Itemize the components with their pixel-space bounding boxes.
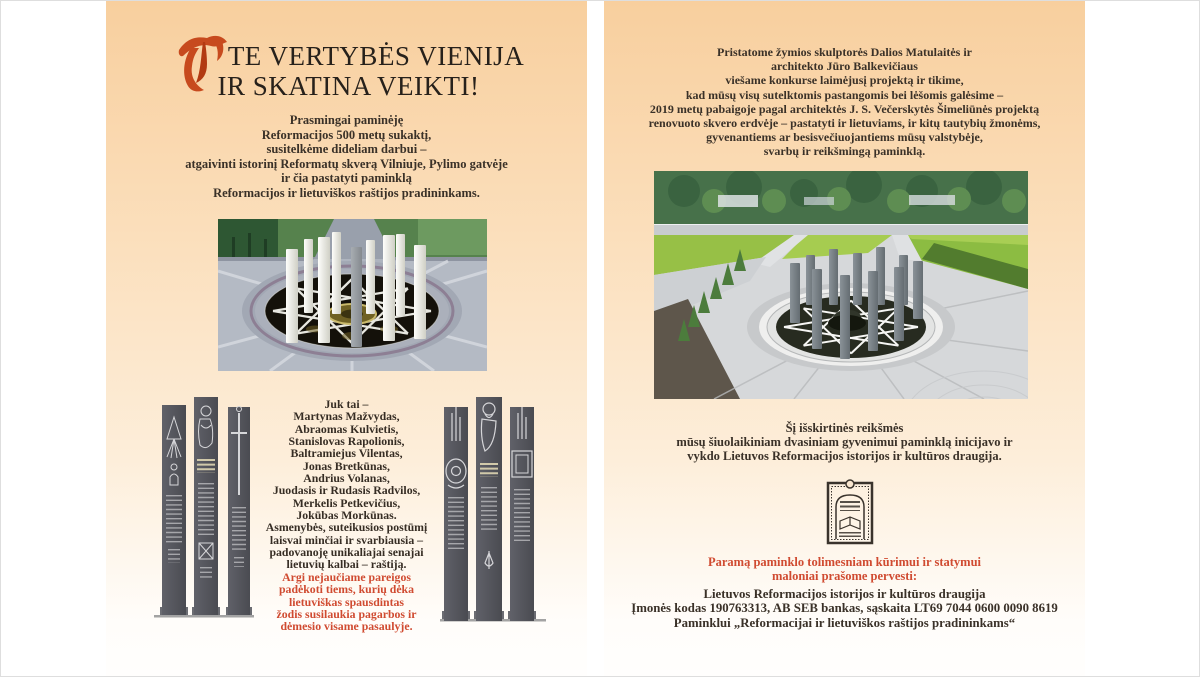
page-right <box>604 1 1085 676</box>
mission-paragraph <box>604 421 1085 464</box>
intro-line: atgaivinti istorinį Reformatų skverą Vilniuje, Pylimo gatvėje <box>185 156 508 171</box>
founder-line: Asmenybės, suteikusios postūmį <box>265 520 428 535</box>
mission-line: vykdo Lietuvos Reformacijos istorijos ir kultūros draugija. <box>687 449 1002 464</box>
mission-line: Šį išskirtinės reikšmės <box>785 421 904 435</box>
founder-line: Juodasis ir Rudasis Radvilos, <box>272 483 421 498</box>
founder-line: Juk tai – <box>324 397 369 411</box>
donation-line: maloniai prašome pervesti: <box>771 569 918 584</box>
bank-line: Paminklui „Reformacijai ir lietuviškos raštijos pradininkams“ <box>673 615 1016 630</box>
page-left <box>106 1 587 676</box>
founder-line: Abraomas Kulvietis, <box>294 421 399 436</box>
stele-triptych-left-image <box>154 395 254 627</box>
project-line: 2019 metų pabaigoje pagal architektės J. S. Večerskytės Šimeliūnės projektą <box>649 101 1040 116</box>
park-render-image <box>654 171 1028 399</box>
founder-line: Stanislovas Rapolionis, <box>288 434 405 449</box>
project-line: architekto Jūro Balkevičiaus <box>771 59 918 74</box>
founder-line: Merkelis Petkevičius, <box>292 495 401 510</box>
project-line: kad mūsų visų sutelktomis pastangomis bei lėšomis galėsime – <box>685 87 1004 102</box>
intro-line: Reformacijos 500 metų sukaktį, <box>261 127 432 142</box>
project-line: viešame konkurse laimėjusį projektą ir tikime, <box>725 73 964 88</box>
appeal-line: dėmesio visame pasaulyje. <box>280 619 413 634</box>
project-line: renovuoto skvero erdvėje – pastatyti ir lietuviams, ir kitų tautybių žmonėms, <box>648 116 1041 131</box>
appeal-line: Argi nejaučiame pareigos <box>282 569 411 584</box>
project-line: svarbų ir reikšmingą paminklą. <box>763 144 926 159</box>
founder-line: Martynas Mažvydas, <box>293 409 400 424</box>
stele-triptych-right-image <box>440 393 546 631</box>
appeal-line: padėkoti tiems, kurių dėka <box>278 582 415 597</box>
intro-line: susitelkėme dideliam darbui – <box>266 142 427 157</box>
intro-line: ir čia pastatyti paminklą <box>281 171 412 186</box>
founder-line: Jonas Bretkūnas, <box>303 458 390 473</box>
title-line-1: TE VERTYBĖS VIENIJA <box>227 41 525 71</box>
mission-line: mūsų šiuolaikiniam dvasiniam gyvenimui paminklą inicijavo ir <box>676 435 1013 450</box>
appeal-line: žodis susilaukia pagarbos ir <box>276 606 417 621</box>
monument-render-image <box>218 219 487 371</box>
founder-line: laisvai minčiai ir svarbiausia – <box>269 532 424 547</box>
title-line-2: IR SKATINA VEIKTI! <box>217 71 480 101</box>
donation-line: Paramą paminklo tolimesniam kūrimui ir statymui <box>707 555 982 569</box>
project-line: Pristatome žymios skulptorės Dalios Matulaitės ir <box>717 45 972 59</box>
appeal-line: lietuviškas spausdintas <box>288 594 405 609</box>
founder-line: Andrius Volanas, <box>303 471 390 486</box>
intro-paragraph <box>106 113 587 201</box>
intro-line: Prasmingai paminėję <box>289 113 404 127</box>
founder-line: padovanoję unikaliajai senajai <box>269 545 424 560</box>
founder-line: lietuvių kalbai – raštiją. <box>286 557 407 572</box>
bank-details <box>604 587 1085 630</box>
founder-line: Baltramiejus Vilentas, <box>290 446 403 461</box>
project-line: gyvenantiems ar besisvečiuojantiems mūsų valstybėje, <box>706 130 983 145</box>
founder-line: Jokūbas Morkūnas. <box>296 508 397 523</box>
intro-line: Reformacijos ir lietuviškos raštijos pradininkams. <box>213 185 480 200</box>
project-paragraph <box>604 45 1085 159</box>
bank-line: Įmonės kodas 190763313, AB SEB bankas, sąskaita LT69 7044 0600 0090 8619 <box>631 601 1058 616</box>
donation-heading <box>604 555 1085 583</box>
bank-line: Lietuvos Reformacijos istorijos ir kultūros draugija <box>703 587 986 601</box>
society-seal-icon <box>826 477 874 547</box>
